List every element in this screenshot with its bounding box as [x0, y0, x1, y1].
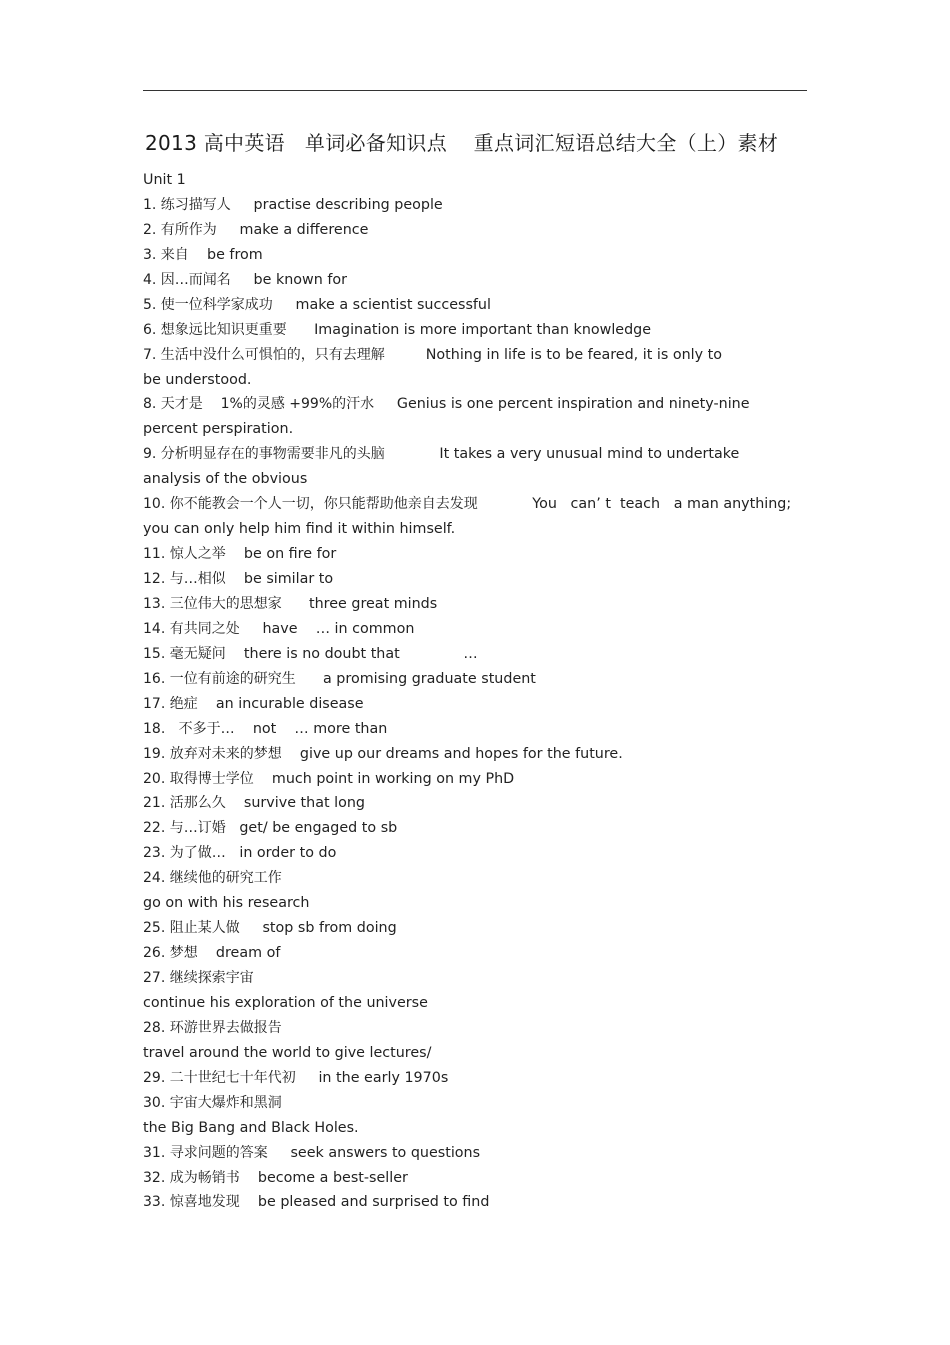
vocabulary-line [143, 517, 803, 542]
chinese-phrase: 8. 天才是 1%的灵感 +99%的汗水 [143, 396, 375, 413]
spacer [296, 1070, 319, 1086]
spacer [226, 845, 240, 861]
vocabulary-line [143, 667, 803, 692]
vocabulary-line [143, 866, 803, 891]
chinese-phrase: 9. 分析明显存在的事物需要非凡的头脑 [143, 446, 385, 463]
chinese-phrase: 27. 继续探索宇宙 [143, 970, 254, 986]
spacer [478, 496, 533, 512]
chinese-phrase: 6. 想象远比知识更重要 [143, 321, 287, 338]
chinese-phrase: 1. 练习描写人 [143, 196, 231, 213]
chinese-phrase: 23. 为了做… [143, 845, 226, 862]
spacer [198, 696, 216, 712]
spacer [240, 1170, 258, 1186]
english-phrase: three great minds [309, 595, 438, 612]
chinese-phrase: 33. 惊喜地发现 [143, 1194, 240, 1211]
english-phrase: survive that long [243, 795, 365, 812]
spacer [198, 945, 216, 961]
english-phrase: be known for [253, 271, 348, 288]
vocabulary-line [143, 891, 803, 916]
vocabulary-line [143, 368, 803, 393]
vocabulary-line [143, 343, 803, 368]
vocabulary-line [143, 767, 803, 792]
chinese-phrase: 17. 绝症 [143, 695, 198, 712]
chinese-phrase: 13. 三位伟大的思想家 [143, 595, 282, 612]
english-phrase: make a scientist successful [295, 296, 491, 313]
vocabulary-line [143, 1141, 803, 1166]
english-phrase: become a best-seller [257, 1169, 408, 1186]
vocabulary-line [143, 492, 803, 517]
vocabulary-line [143, 467, 803, 492]
spacer [240, 920, 263, 936]
vocabulary-line [143, 567, 803, 592]
chinese-phrase: 10. 你不能教会一个人一切，你只能帮助他亲自去发现 [143, 496, 478, 513]
vocabulary-line [143, 742, 803, 767]
english-phrase: You can’ t teach a man anything; [532, 496, 792, 513]
vocabulary-line [143, 1116, 803, 1141]
vocabulary-line [143, 717, 803, 742]
chinese-phrase: 11. 惊人之举 [143, 546, 226, 563]
spacer [385, 446, 440, 462]
vocabulary-line [143, 1091, 803, 1116]
spacer [296, 671, 323, 687]
english-phrase: you can only help him find it within himself. [143, 521, 456, 538]
english-phrase: the Big Bang and Black Holes. [143, 1119, 359, 1136]
vocabulary-line [143, 991, 803, 1016]
spacer [374, 396, 397, 412]
chinese-phrase: 20. 取得博士学位 [143, 770, 254, 787]
vocabulary-line [143, 1166, 803, 1191]
vocabulary-line [143, 318, 803, 343]
vocabulary-line [143, 816, 803, 841]
spacer [231, 197, 254, 213]
english-phrase: not … more than [252, 720, 388, 737]
english-phrase: seek answers to questions [290, 1144, 481, 1161]
spacer [240, 621, 263, 637]
chinese-phrase: 25. 阻止某人做 [143, 920, 240, 937]
english-phrase: be understood. [143, 371, 252, 388]
english-phrase: go on with his research [143, 895, 310, 912]
header-rule [143, 90, 807, 91]
spacer [235, 721, 253, 737]
spacer [254, 771, 272, 787]
vocabulary-line [143, 841, 803, 866]
chinese-phrase: 3. 来自 [143, 246, 189, 263]
vocabulary-line [143, 1041, 803, 1066]
spacer [287, 322, 314, 338]
spacer [189, 247, 207, 263]
vocabulary-entries [143, 193, 803, 1215]
vocabulary-line [143, 941, 803, 966]
english-phrase: continue his exploration of the universe [143, 994, 428, 1011]
spacer [282, 746, 300, 762]
chinese-phrase: 30. 宇宙大爆炸和黑洞 [143, 1094, 282, 1111]
english-phrase: dream of [215, 945, 281, 962]
english-phrase: Imagination is more important than knowledge [314, 321, 652, 338]
vocabulary-line [143, 1066, 803, 1091]
english-phrase: an incurable disease [215, 695, 364, 712]
english-phrase: percent perspiration. [143, 421, 294, 438]
chinese-phrase: 7. 生活中没什么可惧怕的，只有去理解 [143, 346, 385, 363]
vocabulary-line [143, 442, 803, 467]
english-phrase: get/ be engaged to sb [239, 820, 398, 837]
document-title: 2013 高中英语 单词必备知识点 重点词汇短语总结大全（上）素材 [145, 131, 779, 155]
vocabulary-line [143, 617, 803, 642]
spacer [385, 347, 426, 363]
vocabulary-line [143, 392, 803, 417]
english-phrase: analysis of the obvious [143, 471, 308, 488]
vocabulary-line [143, 293, 803, 318]
vocabulary-line [143, 1016, 803, 1041]
spacer [240, 1194, 258, 1210]
chinese-phrase: 19. 放弃对未来的梦想 [143, 745, 282, 762]
chinese-phrase: 12. 与…相似 [143, 571, 226, 587]
chinese-phrase: 4. 因…而闻名 [143, 271, 231, 288]
chinese-phrase: 29. 二十世纪七十年代初 [143, 1069, 296, 1086]
chinese-phrase: 32. 成为畅销书 [143, 1169, 240, 1186]
vocabulary-line [143, 417, 803, 442]
english-phrase: Nothing in life is to be feared, it is only to [425, 346, 722, 363]
english-phrase: be on fire for [243, 546, 337, 563]
vocabulary-line [143, 542, 803, 567]
vocabulary-line [143, 791, 803, 816]
english-phrase: much point in working on my PhD [271, 770, 515, 787]
english-phrase: have … in common [262, 620, 415, 637]
chinese-phrase: 14. 有共同之处 [143, 620, 240, 637]
spacer [226, 795, 244, 811]
spacer [217, 222, 240, 238]
unit-heading: Unit 1 [143, 172, 186, 188]
english-phrase: a promising graduate student [323, 670, 536, 687]
vocabulary-line [143, 193, 803, 218]
english-phrase: in the early 1970s [318, 1069, 449, 1086]
chinese-phrase: 31. 寻求问题的答案 [143, 1144, 268, 1161]
vocabulary-line [143, 268, 803, 293]
vocabulary-list [143, 168, 803, 1215]
vocabulary-line [143, 642, 803, 667]
vocabulary-line [143, 966, 803, 991]
english-phrase: make a difference [239, 221, 369, 238]
english-phrase: It takes a very unusual mind to undertake [439, 446, 740, 463]
spacer [273, 297, 296, 313]
chinese-phrase: 2. 有所作为 [143, 221, 217, 238]
vocabulary-line [143, 916, 803, 941]
vocabulary-line [143, 218, 803, 243]
vocabulary-line [143, 692, 803, 717]
vocabulary-line [143, 1190, 803, 1215]
chinese-phrase: 22. 与…订婚 [143, 820, 226, 837]
chinese-phrase: 18. 不多于… [143, 720, 235, 737]
chinese-phrase: 28. 环游世界去做报告 [143, 1019, 282, 1036]
chinese-phrase: 26. 梦想 [143, 945, 198, 962]
chinese-phrase: 16. 一位有前途的研究生 [143, 670, 296, 687]
english-phrase: be similar to [243, 571, 334, 587]
spacer [231, 272, 254, 288]
chinese-phrase: 24. 继续他的研究工作 [143, 870, 282, 887]
chinese-phrase: 5. 使一位科学家成功 [143, 296, 273, 313]
english-phrase: Genius is one percent inspiration and ninety-nine [396, 396, 750, 413]
chinese-phrase: 15. 毫无疑问 [143, 645, 226, 662]
english-phrase: be pleased and surprised to find [257, 1194, 490, 1211]
vocabulary-line [143, 592, 803, 617]
spacer [226, 646, 244, 662]
spacer [226, 571, 244, 587]
english-phrase: travel around the world to give lectures/ [143, 1044, 432, 1061]
english-phrase: be from [207, 246, 263, 263]
spacer [226, 546, 244, 562]
english-phrase: stop sb from doing [262, 920, 397, 937]
english-phrase: in order to do [239, 845, 337, 862]
vocabulary-line [143, 243, 803, 268]
english-phrase: give up our dreams and hopes for the future. [299, 745, 623, 762]
english-phrase: there is no doubt that … [243, 645, 478, 662]
spacer [282, 596, 309, 612]
spacer [268, 1145, 291, 1161]
english-phrase: practise describing people [253, 196, 443, 213]
spacer [226, 820, 240, 836]
chinese-phrase: 21. 活那么久 [143, 795, 226, 812]
